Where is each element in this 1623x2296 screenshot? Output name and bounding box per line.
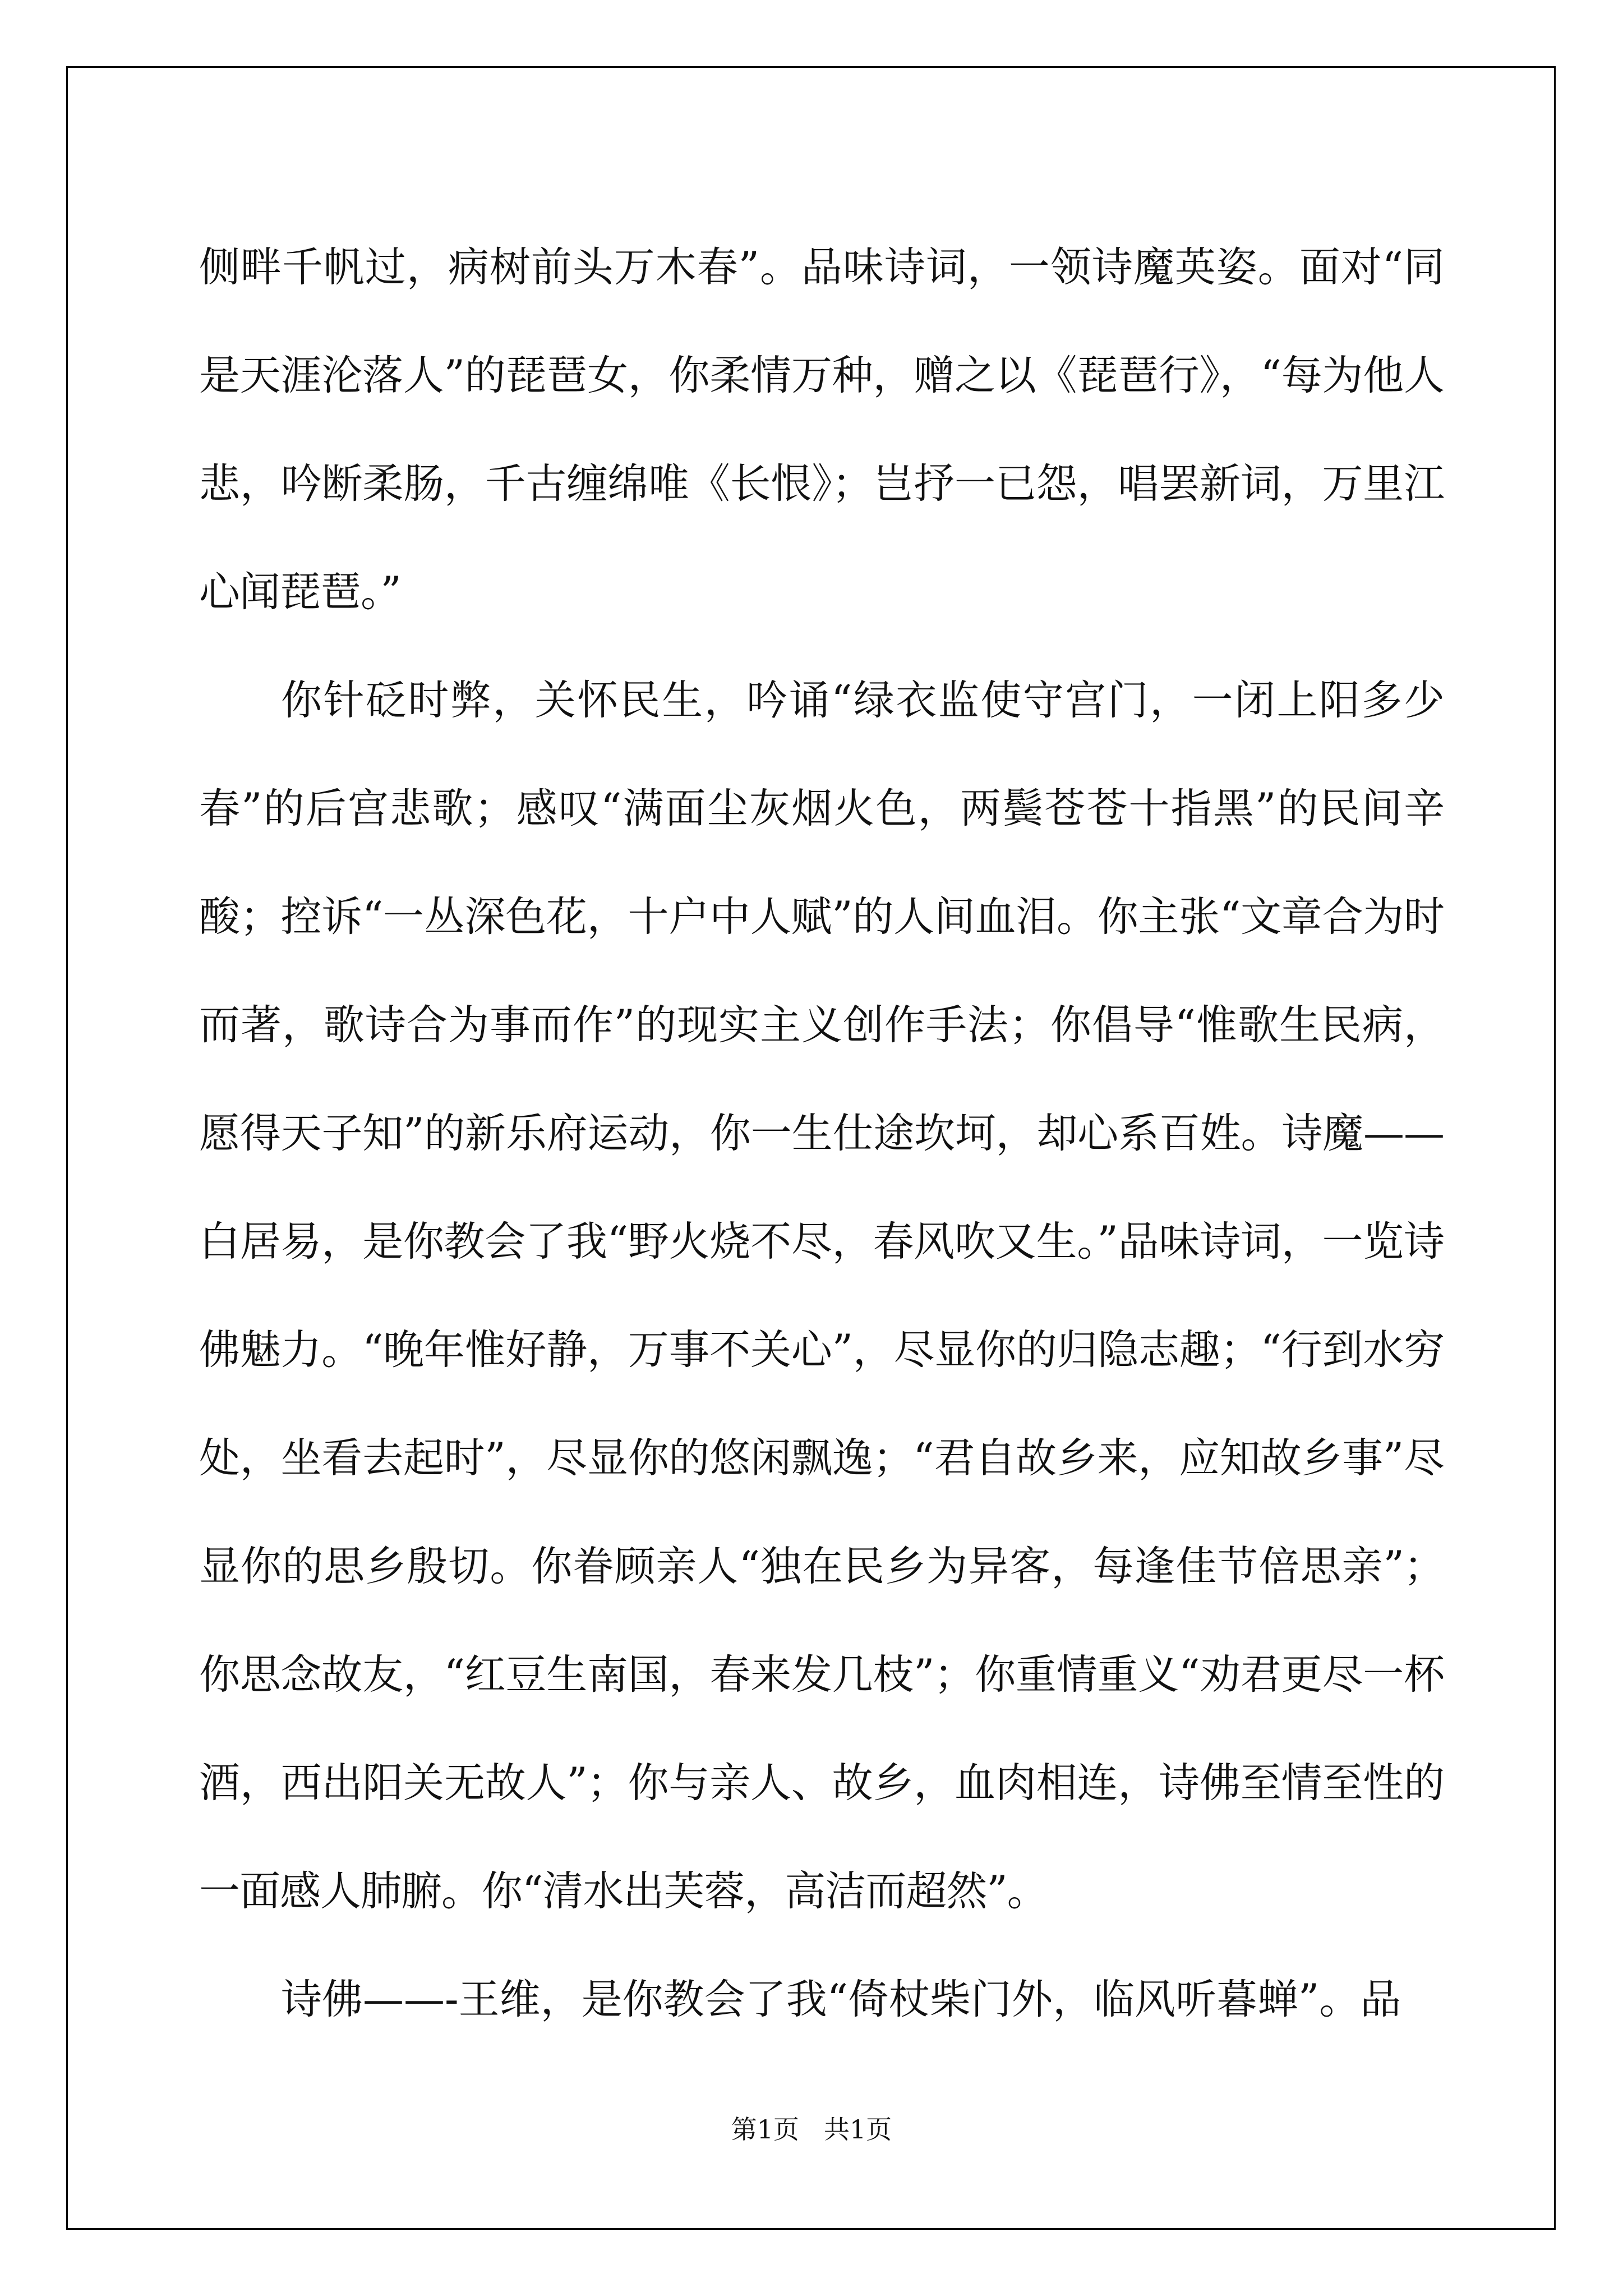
- paragraph: 诗佛——-王维，是你教会了我“倚杖柴门外，临风听暮蝉”。品: [281, 1976, 1401, 2023]
- page-number: 第1页: [731, 2114, 799, 2145]
- paragraph: 侧畔千帆过，病树前头万木春”。品味诗词，一领诗魔英姿。面对“同是天涯沦落人”的琵琶女，你柔情万种，赠之以《琵琶行》，“每为他人悲，吟断柔肠，千古缠绵唯《长恨》；岂抒一已怨，唱罢新词，万里江心闻琵琶。”: [199, 243, 1444, 616]
- page-footer: [0, 2109, 1623, 2146]
- document-body: [199, 213, 1444, 2054]
- page-total: 共1页: [824, 2114, 892, 2145]
- paragraph: 你针砭时弊，关怀民生，吟诵“绿衣监使守宫门，一闭上阳多少春”的后宫悲歌；感叹“满面尘灰烟火色，两鬓苍苍十指黑”的民间辛酸；控诉“一丛深色花，十户中人赋”的人间血泪。你主张“文章合为时而著，歌诗合为事而作”的现实主义创作手法；你倡导“惟歌生民病，愿得天子知”的新乐府运动，你一生仕途坎坷，却心系百姓。诗魔——白居易，是你教会了我“野火烧不尽，春风吹又生。”品味诗词，一览诗佛魅力。“晚年惟好静，万事不关心”，尽显你的归隐志趣；“行到水穷处，坐看去起时”，尽显你的悠闲飘逸；“君自故乡来，应知故乡事”尽显你的思乡殷切。你眷顾亲人“独在民乡为异客，每逢佳节倍思亲”；你思念故友，“红豆生南国，春来发几枝”；你重情重义“劝君更尽一杯酒，西出阳关无故人”；你与亲人、故乡，血肉相连，诗佛至情至性的一面感人肺腑。你“清水出芙蓉，高洁而超然”。: [199, 677, 1444, 1915]
